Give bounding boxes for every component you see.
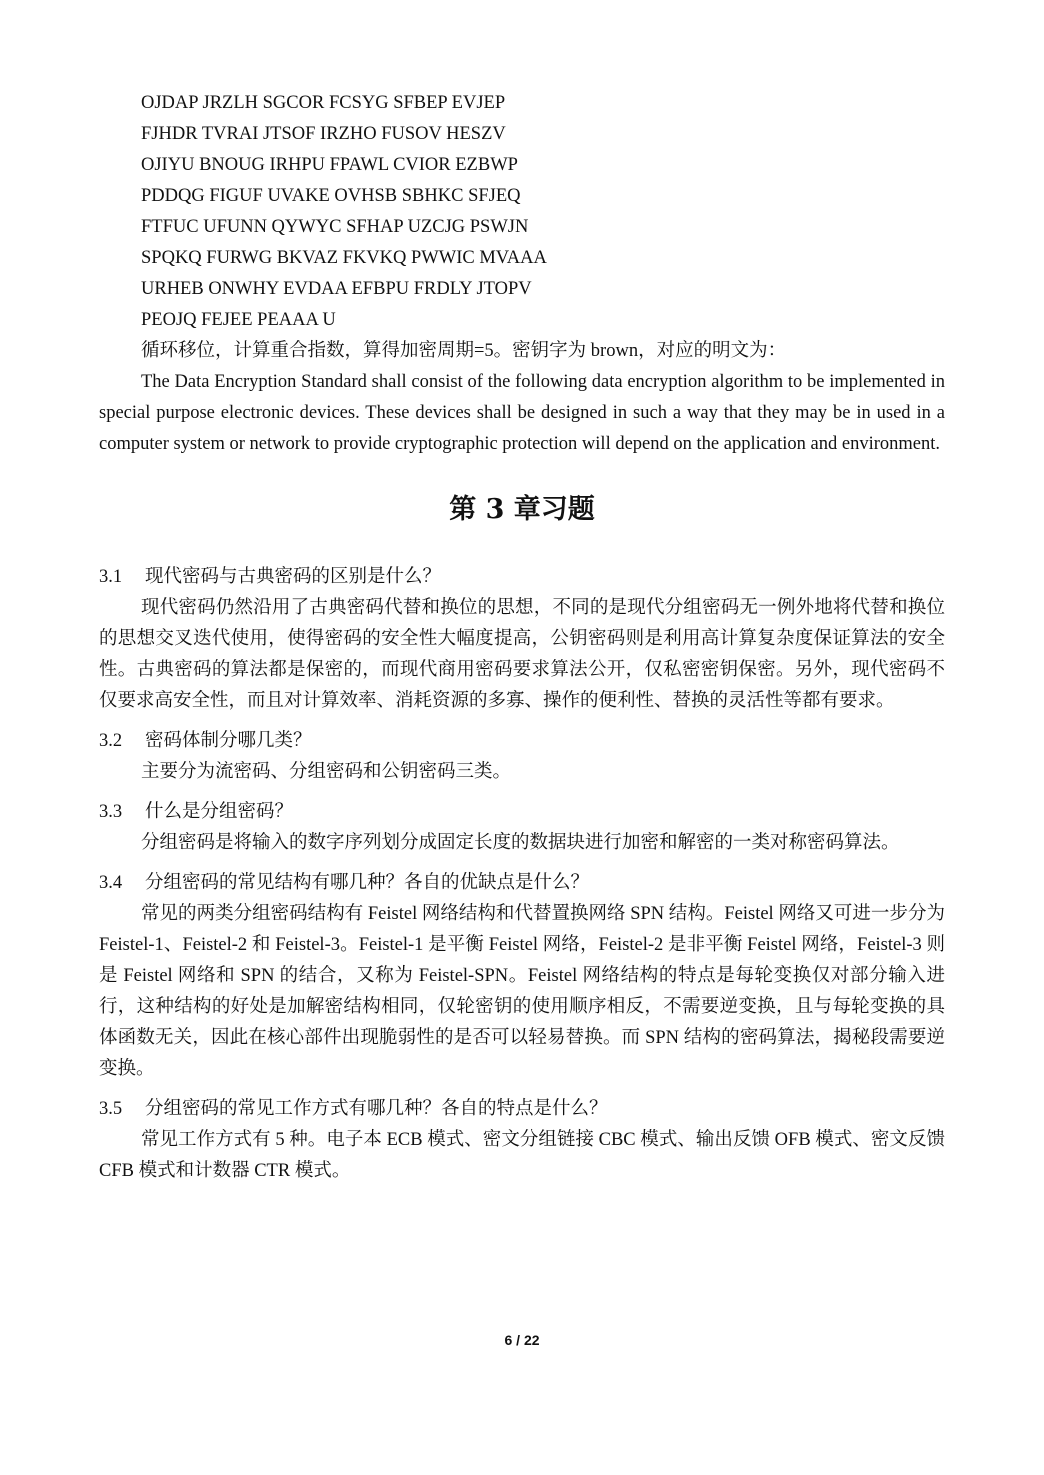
question-text: 什么是分组密码？: [145, 802, 294, 822]
plaintext-paragraph: The Data Encryption Standard shall consist of the following data encryption algorithm to be implemented in special purpose electronic devices. These devices shall be designed in such a way that they may be in used in a computer system or network to provide cryptographic protection will depend on the application and environment.: [99, 372, 945, 454]
question-heading: [99, 1094, 945, 1125]
question-number: 3.4: [99, 873, 123, 893]
ciphertext-line: URHEB ONWHY EVDAA EFBPU FRDLY JTOPV: [141, 279, 532, 299]
qa-item-3-4: [99, 868, 945, 1085]
ciphertext-line: PEOJQ FEJEE PEAAA U: [141, 310, 336, 330]
ciphertext-block: [99, 88, 945, 336]
ciphertext-line: FJHDR TVRAI JTSOF IRZHO FUSOV HESZV: [141, 124, 506, 144]
ciphertext-line: PDDQG FIGUF UVAKE OVHSB SBHKC SFJEQ: [141, 186, 521, 206]
question-text: 现代密码与古典密码的区别是什么？: [145, 567, 442, 587]
answer-text: 常见的两类分组密码结构有 Feistel 网络结构和代替置换网络 SPN 结构。Feistel 网络又可进一步分为 Feistel-1、Feistel-2 和 Feistel-3。Feistel-1 是平衡 Feistel 网络，Feistel-2 是非平衡 Feistel 网络，Feistel-3 则是 Feistel 网络和 SPN 的结合，又称为 Feistel-SPN。Feistel 网络结构的特点是每轮变换仅对部分输入进行，这种结构的好处是加解密结构相同，仅轮密钥的使用顺序相反，不需要逆变换，且与每轮变换的具体函数无关，因此在核心部件出现脆弱性的是否可以轻易替换。而 SPN 结构的密码算法，揭秘段需要逆变换。: [99, 904, 945, 1079]
question-number: 3.2: [99, 731, 123, 751]
question-heading: [99, 562, 945, 593]
question-text: 分组密码的常见工作方式有哪几种？各自的特点是什么？: [145, 1099, 608, 1119]
answer-text: 主要分为流密码、分组密码和公钥密码三类。: [141, 762, 512, 782]
question-number: 3.5: [99, 1099, 123, 1119]
question-number: 3.3: [99, 802, 123, 822]
ciphertext-line: FTFUC UFUNN QYWYC SFHAP UZCJG PSWJN: [141, 217, 529, 237]
answer-text: 现代密码仍然沿用了古典密码代替和换位的思想，不同的是现代分组密码无一例外地将代替和换位的思想交叉迭代使用，使得密码的安全性大幅度提高，公钥密码则是利用高计算复杂度保证算法的安全性。古典密码的算法都是保密的，而现代商用密码要求算法公开，仅私密密钥保密。另外，现代密码不仅要求高安全性，而且对计算效率、消耗资源的多寡、操作的便利性、替换的灵活性等都有要求。: [99, 598, 945, 711]
page-number: 6 / 22: [504, 1332, 540, 1348]
solution-note: 循环移位，计算重合指数，算得加密周期=5。密钥字为 brown，对应的明文为：: [141, 341, 787, 361]
qa-item-3-3: [99, 797, 945, 859]
question-heading: [99, 868, 945, 899]
answer-text: 常见工作方式有 5 种。电子本 ECB 模式、密文分组链接 CBC 模式、输出反馈 OFB 模式、密文反馈 CFB 模式和计数器 CTR 模式。: [99, 1130, 945, 1181]
qa-item-3-5: [99, 1094, 945, 1187]
question-text: 分组密码的常见结构有哪几种？各自的优缺点是什么？: [145, 873, 590, 893]
chapter-title: 第 3 章习题: [449, 494, 595, 525]
question-heading: [99, 726, 945, 757]
question-text: 密码体制分哪几类？: [145, 731, 312, 751]
ciphertext-line: OJIYU BNOUG IRHPU FPAWL CVIOR EZBWP: [141, 155, 518, 175]
answer-text: 分组密码是将输入的数字序列划分成固定长度的数据块进行加密和解密的一类对称密码算法。: [141, 833, 900, 853]
ciphertext-line: SPQKQ FURWG BKVAZ FKVKQ PWWIC MVAAA: [141, 248, 547, 268]
document-page: [99, 88, 945, 1196]
question-heading: [99, 797, 945, 828]
ciphertext-line: OJDAP JRZLH SGCOR FCSYG SFBEP EVJEP: [141, 93, 506, 113]
qa-item-3-2: [99, 726, 945, 788]
qa-item-3-1: [99, 562, 945, 717]
question-number: 3.1: [99, 567, 123, 587]
